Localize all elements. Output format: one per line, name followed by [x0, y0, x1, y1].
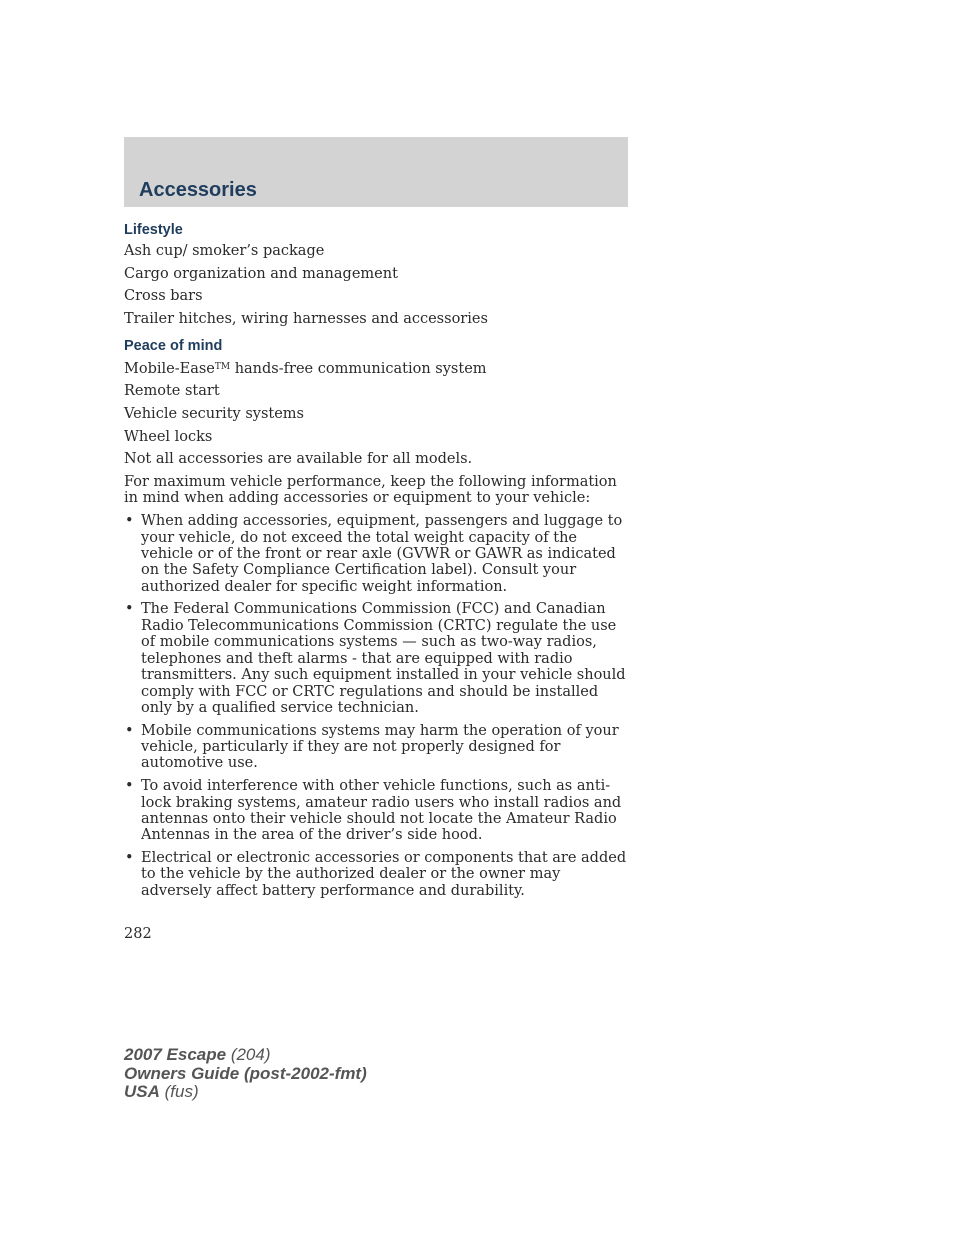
- section-header-band: [124, 137, 628, 207]
- footer-line-guide: [124, 1065, 367, 1084]
- bullet-item: [124, 513, 630, 595]
- footer-region-code: (fus): [159, 1082, 199, 1101]
- subheading-lifestyle: Lifestyle: [124, 222, 183, 238]
- bullet-icon: •: [125, 513, 134, 530]
- bullet-icon: •: [125, 722, 134, 739]
- list-item-mobile-ease: [124, 359, 630, 377]
- bullet-icon: •: [125, 601, 134, 618]
- footer-line-region: [124, 1083, 367, 1102]
- bullet-text: Mobile communications systems may harm the operation of your vehicle, particularly if they are not properly designed for automotive use.: [141, 722, 619, 772]
- list-item: Ash cup/ smoker’s package: [124, 243, 325, 259]
- bullet-item: [124, 778, 630, 844]
- footer-guide: Owners Guide (post-2002-fmt): [124, 1063, 367, 1083]
- bullet-item: [124, 850, 630, 899]
- list-item: Wheel locks: [124, 428, 213, 445]
- bullet-icon: •: [125, 778, 134, 795]
- subheading-peace-of-mind: Peace of mind: [124, 337, 223, 354]
- footer-line-model: [124, 1046, 367, 1065]
- list-item: Trailer hitches, wiring harnesses and accessories: [124, 311, 488, 328]
- footer-model: 2007 Escape: [124, 1045, 227, 1064]
- bullet-text: Electrical or electronic accessories or components that are added to the vehicle by the authorized dealer or the owner may adversely affect battery performance and durability.: [141, 850, 627, 899]
- list-item: Remote start: [124, 383, 220, 400]
- bullet-item: [124, 601, 630, 716]
- bullet-text: The Federal Communications Commission (FCC) and Canadian Radio Telecommunications Commission (CRTC) regulate the use of mobile communications systems — such as two-way radios, telephones and theft alarms - that are equipped with radio transmitters. Any such equipment installed in your vehicle should comply with FCC or CRTC regulations and should be installed only by a qualified service technician.: [141, 601, 626, 716]
- bullet-text: To avoid interference with other vehicle functions, such as anti-lock braking systems, amateur radio users who install radios and antennas onto their vehicle should not locate the Amateur Radio Antennas in the area of the driver’s side hood.: [141, 778, 622, 844]
- bullet-icon: •: [125, 850, 134, 867]
- page-content: [124, 218, 630, 906]
- footer-region: USA: [124, 1082, 160, 1101]
- mobile-ease-name: Mobile-Ease: [124, 360, 215, 377]
- page-title: Accessories: [139, 179, 257, 201]
- mobile-ease-description: hands-free communication system: [230, 360, 487, 377]
- intro-paragraph: For maximum vehicle performance, keep the following information in mind when adding accessories or equipment to your vehicle:: [124, 474, 617, 507]
- list-item: Cargo organization and management: [124, 265, 398, 282]
- trademark-mark: TM: [214, 361, 231, 372]
- page-number: 282: [124, 926, 152, 942]
- bullet-item: [124, 723, 630, 772]
- bullet-text: When adding accessories, equipment, passengers and luggage to your vehicle, do not exceed the total weight capacity of the vehicle or of the front or rear axle (GVWR or GAWR as indicated on the Safety Compliance Certification label). Consult your authorized dealer for specific weight information.: [141, 513, 623, 595]
- bullet-list: [124, 513, 630, 899]
- list-item: Vehicle security systems: [124, 405, 304, 422]
- availability-note: Not all accessories are available for all models.: [124, 451, 473, 468]
- list-item: Cross bars: [124, 288, 203, 305]
- document-footer: [124, 1046, 367, 1102]
- footer-model-code: (204): [226, 1045, 271, 1064]
